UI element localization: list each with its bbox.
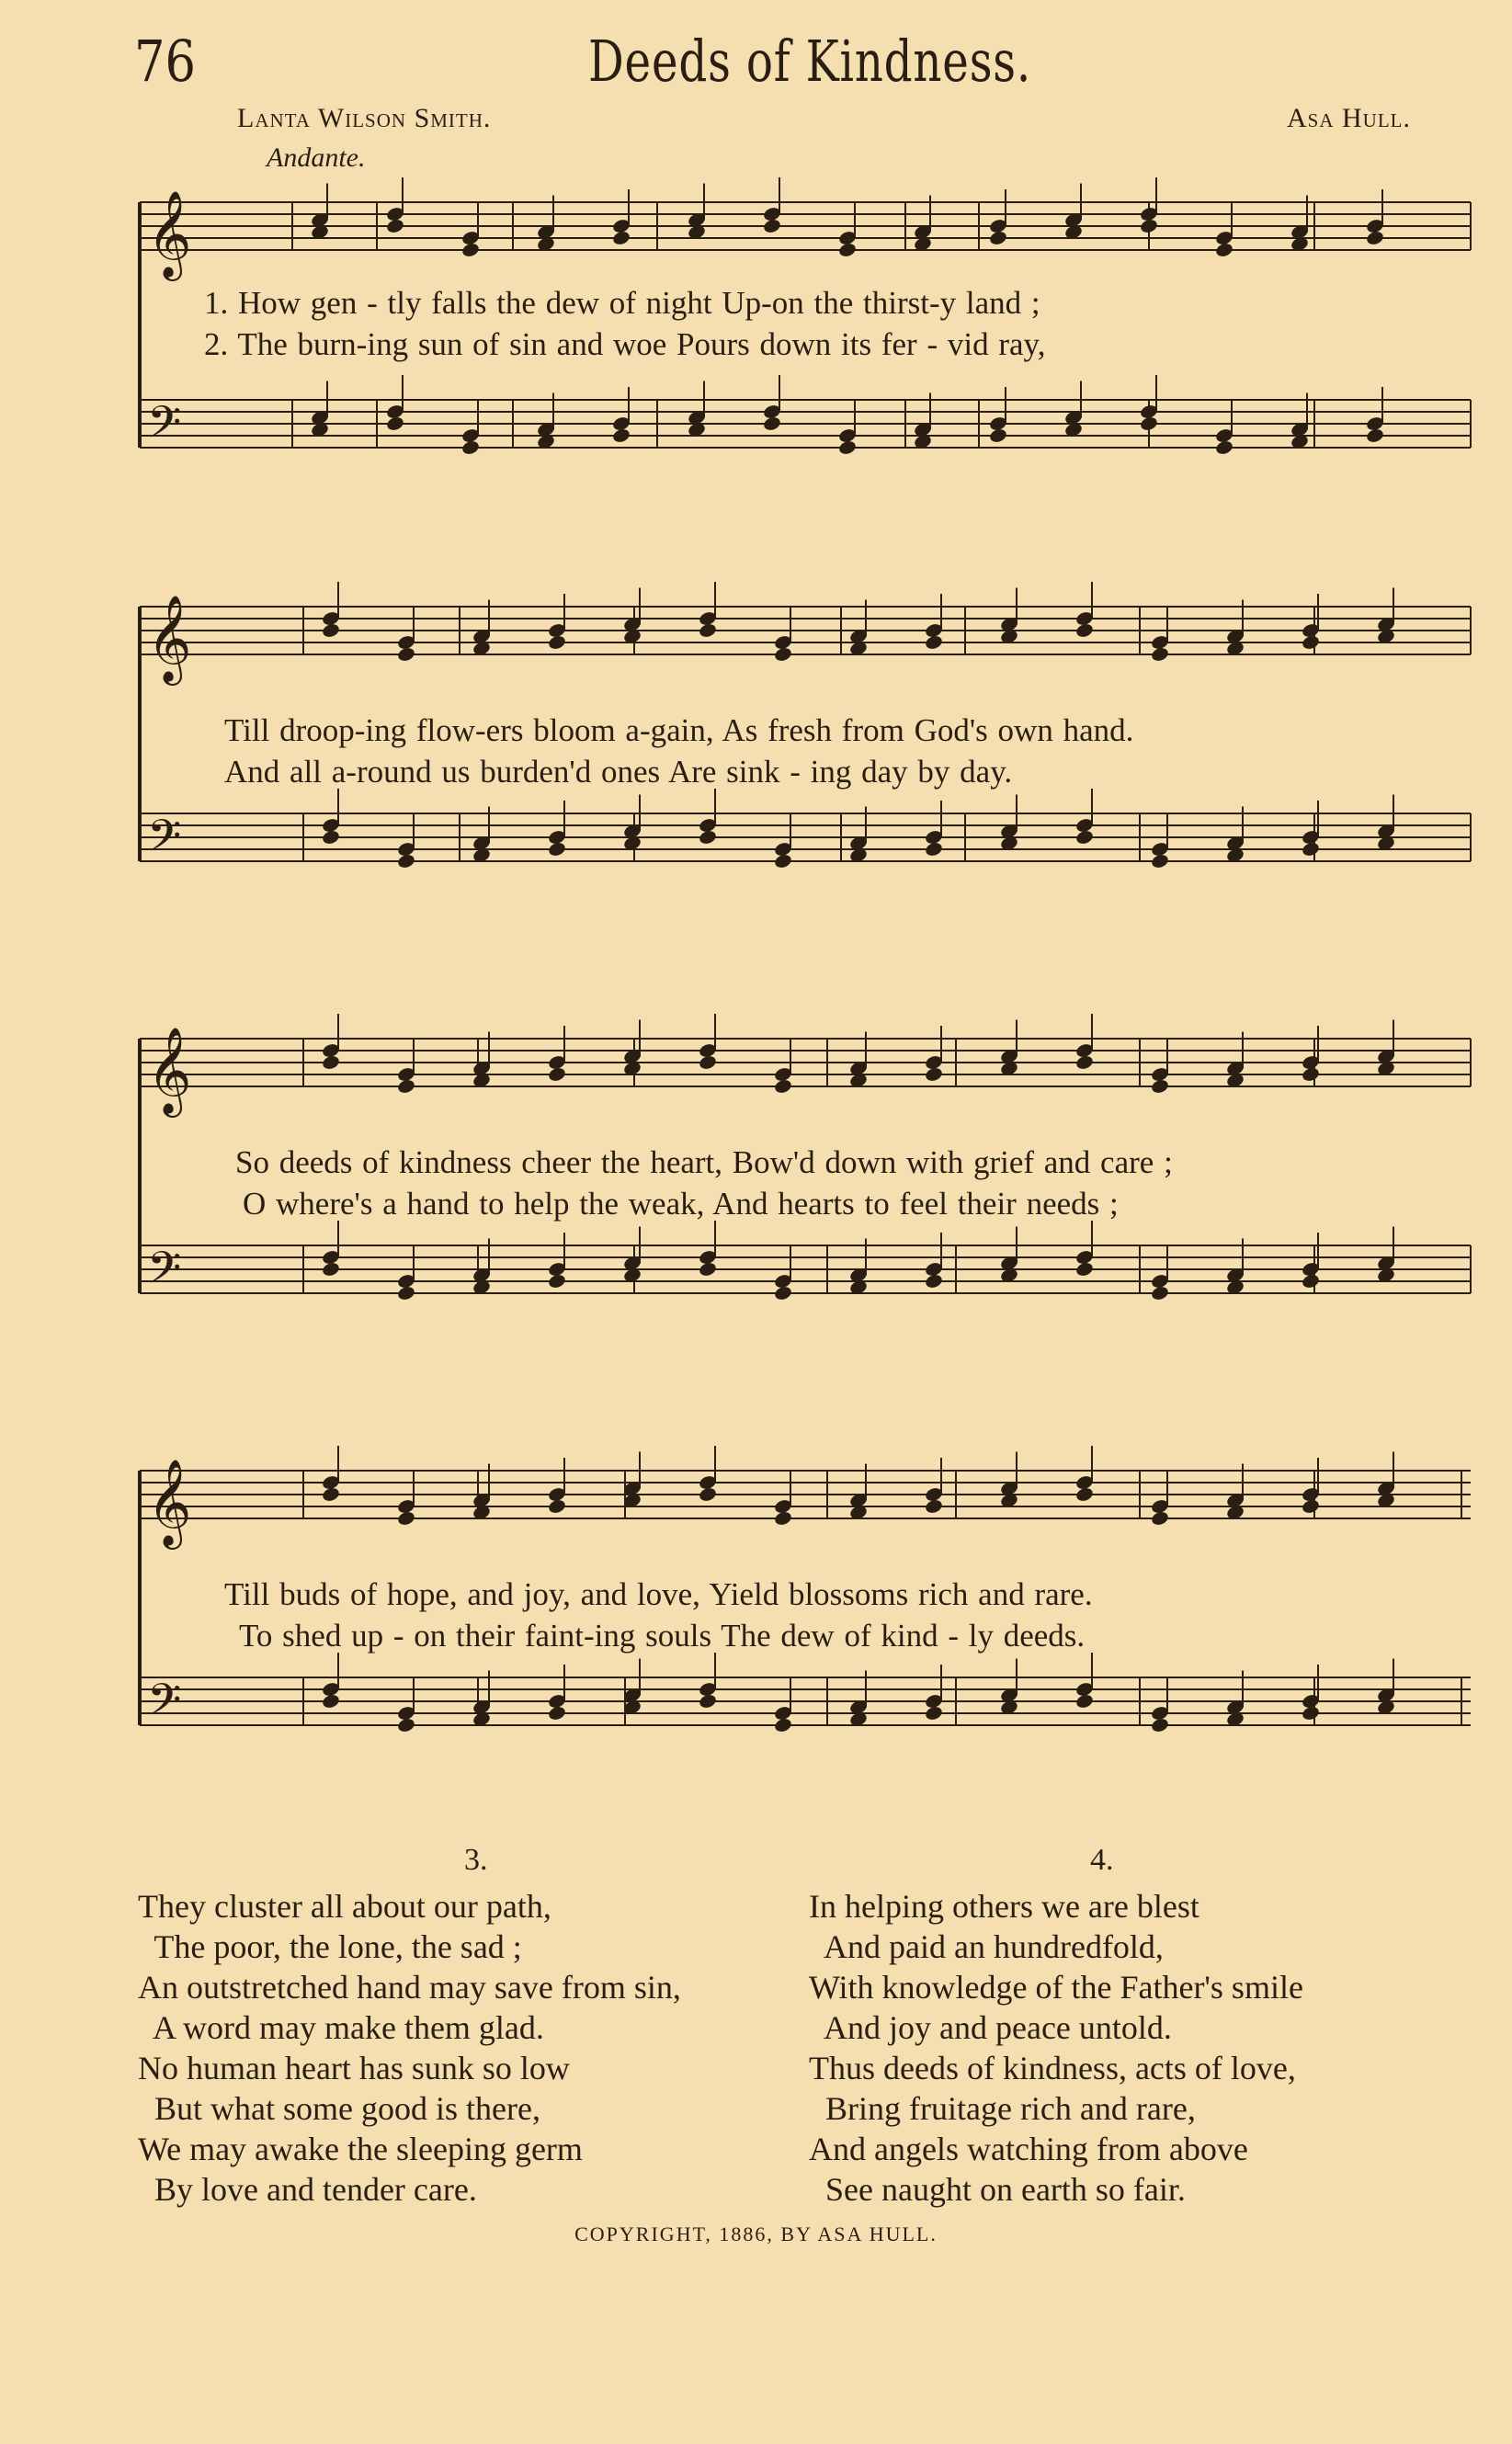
svg-text:𝄢: 𝄢 <box>147 1242 182 1304</box>
stanza-4-text <box>809 1886 1303 2210</box>
stanza-line: And joy and peace untold. <box>809 2009 1172 2046</box>
hymn-title: Deeds of Kindness. <box>588 28 1032 95</box>
stanza-line: No human heart has sunk so low <box>138 2050 570 2086</box>
system-2-verse-1: Till droop-ing flow-ers bloom a-gain, As fresh from God's own hand. <box>224 712 1134 748</box>
copyright-notice: COPYRIGHT, 1886, BY ASA HULL. <box>574 2222 938 2245</box>
svg-text:𝄞: 𝄞 <box>147 190 192 278</box>
stanza-line: See naught on earth so fair. <box>809 2171 1186 2208</box>
svg-text:𝄢: 𝄢 <box>147 1674 182 1736</box>
stanza-line: Thus deeds of kindness, acts of love, <box>809 2050 1296 2086</box>
system-3-verse-1: So deeds of kindness cheer the heart, Bow'd down with grief and care ; <box>235 1144 1173 1180</box>
stanza-line: But what some good is there, <box>138 2090 540 2127</box>
stanza-line: The poor, the lone, the sad ; <box>138 1928 522 1965</box>
tempo-marking: Andante. <box>267 142 366 173</box>
stanza-3-number: 3. <box>464 1843 488 1877</box>
svg-text:𝄞: 𝄞 <box>147 1459 192 1546</box>
system-4-verse-2: To shed up - on their faint-ing souls The dew of kind - ly deeds. <box>239 1618 1086 1654</box>
system-2-verse-2: And all a-round us burden'd ones Are sink - ing day by day. <box>224 754 1013 790</box>
stanza-line: And paid an hundredfold, <box>809 1928 1164 1965</box>
system-1-verse-1: 1. How gen - tly falls the dew of night Up-on the thirst-y land ; <box>204 285 1040 321</box>
stanza-line: They cluster all about our path, <box>138 1888 551 1925</box>
stanza-line: Bring fruitage rich and rare, <box>809 2090 1196 2127</box>
svg-text:𝄞: 𝄞 <box>147 595 192 682</box>
stanza-line: In helping others we are blest <box>809 1888 1199 1925</box>
system-3-verse-2: O where's a hand to help the weak, And hearts to feel their needs ; <box>243 1186 1119 1222</box>
stanza-line: With knowledge of the Father's smile <box>809 1969 1303 2006</box>
svg-text:𝄢: 𝄢 <box>147 810 182 872</box>
stanza-line: By love and tender care. <box>138 2171 477 2208</box>
stanza-3-text <box>138 1886 681 2210</box>
system-4-verse-1: Till buds of hope, and joy, and love, Yield blossoms rich and rare. <box>224 1576 1093 1612</box>
stanza-4-number: 4. <box>1090 1843 1114 1877</box>
page-number: 76 <box>134 28 197 95</box>
system-1-verse-2: 2. The burn-ing sun of sin and woe Pours down its fer - vid ray, <box>204 326 1046 362</box>
svg-text:𝄞: 𝄞 <box>147 1027 192 1114</box>
svg-text:𝄢: 𝄢 <box>147 396 182 459</box>
stanza-line: An outstretched hand may save from sin, <box>138 1969 681 2006</box>
stanza-line: We may awake the sleeping germ <box>138 2131 583 2167</box>
stanza-line: A word may make them glad. <box>138 2009 544 2046</box>
lyricist-credit: Lanta Wilson Smith. <box>237 103 492 133</box>
stanza-line: And angels watching from above <box>809 2131 1248 2167</box>
composer-credit: Asa Hull. <box>1287 103 1411 133</box>
